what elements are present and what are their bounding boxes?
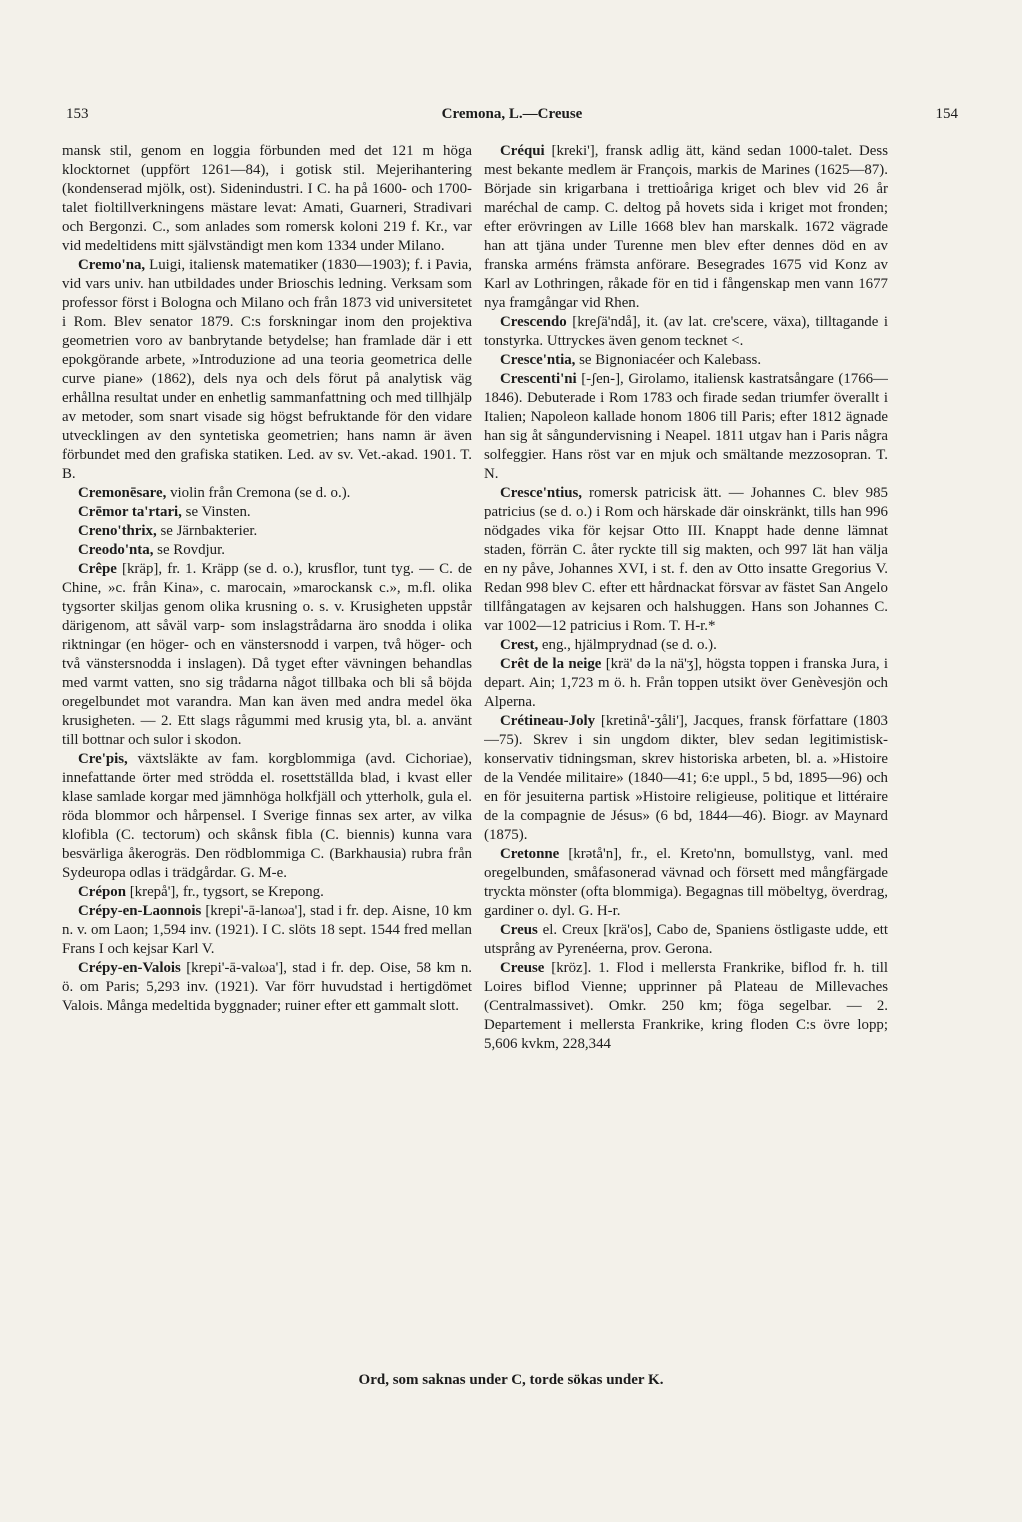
entry-headword: Crépy-en-Laonnois xyxy=(78,903,202,919)
entry-headword: Crescendo xyxy=(500,314,567,330)
entry-headword: Crépy-en-Valois xyxy=(78,960,181,976)
entry-headword: Cresce'ntius, xyxy=(500,485,583,501)
dictionary-entry xyxy=(62,484,472,503)
entry-text: se Vinsten. xyxy=(181,504,251,520)
entry-headword: Cretonne xyxy=(500,846,560,862)
left-column xyxy=(62,142,472,1367)
dictionary-entry xyxy=(62,256,472,484)
entry-headword: Creus xyxy=(500,922,538,938)
entry-text: [kreʃä'ndå], it. (av lat. cre'scere, växa), tilltagande i tonstyrka. Uttryckes även genom tecknet <. xyxy=(484,314,888,349)
dictionary-entry xyxy=(62,142,472,256)
entry-headword: Cre'pis, xyxy=(78,751,128,767)
dictionary-entry xyxy=(62,902,472,959)
entry-text: [kreki'], fransk adlig ätt, känd sedan 1000-talet. Dess mest bekante medlem är François, markis de Marines (1625—87). Började sin krigarbana i trettioåriga kriget och blev vid 26 år maréchal de camp. C. deltog på hovets sida i kriget mot fronden; efter erövringen av Lille 1668 blev han marskalk. 1672 vägrade han att tjäna under Turenne men blev efter dennes död en av franska arméns främsta anförare. Besegrades 1675 vid Konz av Karl av Lothringen, råkade för en tid i fångenskap men vann 1677 nya framgångar vid Rhen. xyxy=(484,143,888,311)
entry-text: [kretinå'-ʒåli'], Jacques, fransk författare (1803—75). Skrev i sin ungdom dikter, blev sedan legitimistisk-konservativ tidningsman, skrev historiska arbeten, bl. a. »Histoire de la Vendée militaire» (1840—41; 6:e uppl., 5 bd, 1895—96) och en för jesuiterna partisk »Histoire religieuse, politique et littéraire de la compagnie de Jésus» (6 bd, 1844—46). Biogr. av Maynard (1875). xyxy=(484,713,888,843)
entry-headword: Crêt de la neige xyxy=(500,656,602,672)
entry-text: [krepi'-ā-valωa'], stad i fr. dep. Oise, 58 km n. ö. om Paris; 5,293 inv. (1921). Var förr huvudstad i hertigdömet Valois. Många medeltida byggnader; ruiner efter ett gammalt slott. xyxy=(62,960,472,1014)
dictionary-entry xyxy=(484,351,888,370)
page-header xyxy=(66,106,958,128)
dictionary-entry xyxy=(484,484,888,636)
dictionary-entry xyxy=(62,750,472,883)
dictionary-entry xyxy=(484,845,888,921)
entry-text: violin från Cremona (se d. o.). xyxy=(166,485,351,501)
entry-text: [krepå'], fr., tygsort, se Krepong. xyxy=(125,884,324,900)
dictionary-entry xyxy=(484,712,888,845)
dictionary-entry xyxy=(484,921,888,959)
entry-text: växtsläkte av fam. korgblommiga (avd. Cichoriae), innefattande örter med strödda el. rosettställda blad, i kvast eller klase samlade korgar med jämnhöga holkfjäll och ytterholk, gula el. röda blommor och hårpensel. I Sverige finnas sex arter, av vilka klofibla (C. tectorum) och skånsk fibla (C. biennis) kunna vara besvärliga åkerogräs. Den rödblommiga C. (Barkhausia) rubra från Sydeuropa odlas i trädgårdar. G. M-e. xyxy=(62,751,472,881)
dictionary-entry xyxy=(484,370,888,484)
dictionary-entry xyxy=(62,883,472,902)
entry-text: [krətå'n], fr., el. Kreto'nn, bomullstyg, vanl. med oregelbunden, småfasonerad vävnad och försett med mångfärgade tryckta mönster (ofta blommiga). Begagnas till möbeltyg, överdrag, gardiner o. dyl. G. H-r. xyxy=(484,846,888,919)
entry-headword: Crêpe xyxy=(78,561,117,577)
entry-text: Luigi, italiensk matematiker (1830—1903); f. i Pavia, vid vars univ. han utbildades under Brioschis ledning. Verksam som professor först i Bologna och Milano och från 1873 vid universitetet i Rom. Blev senator 1879. C:s forskningar inom den projektiva geometrien voro av banbrytande betydelse; han framlade där i ett epokgörande arbete, »Introduzione ad una teoria geometrica delle curve piane» (1862), dels nya och dels förut på analytisk väg erhållna resultat under en enhetlig sammanfattning och med tillhjälp av metoder, som snart visade sig högst befruktande för den vidare utvecklingen av den syntetiska geometrien; hans namn är även förbundet med den grafiska statiken. Led. av sv. Vet.-akad. 1901. T. B. xyxy=(62,257,472,482)
entry-text: el. Creux [krä'os], Cabo de, Spaniens östligaste udde, ett utsprång av Pyrenéerna, prov. Gerona. xyxy=(484,922,888,957)
entry-text: mansk stil, genom en loggia förbunden med det 121 m höga klocktornet (uppfört 1261—84), i gotisk stil. Mejerihantering (kondenserad mjölk, ost). Sidenindustri. I C. ha på 1600- och 1700-talet fioltillverkningens mästare levat: Amati, Guarneri, Stradivari och Bergonzi. C., som anlades som romersk koloni 219 f. Kr., var vid medeltidens mitt självständigt men kom 1334 under Milano. xyxy=(62,143,472,254)
entry-text: [kräp], fr. 1. Kräpp (se d. o.), krusflor, tunt tyg. — C. de Chine, »c. från Kina», c. marocain, »marockansk c.», m.fl. olika tygsorter skiljas genom olika krusning o. s. v. Krusigheten uppstår därigenom, att såväl varp- som inslagstrådarna äro snodda i olika riktningar (en höger- och en vänstersnodd i varpen, två höger- och två vänstersnodda i inslagen). Då tyget efter vävningen behandlas med varmt vatten, sno sig trådarna något tillbaka och bli så böjda oregelbundet mot varandra. Man kan även med andra medel öka krusigheten. — 2. Ett slags rågummi med krusig yta, bl. a. använt till bottnar och sulor i skodon. xyxy=(62,561,472,748)
entry-headword: Creuse xyxy=(500,960,545,976)
entry-text: se Rovdjur. xyxy=(153,542,225,558)
entry-headword: Cresce'ntia, xyxy=(500,352,576,368)
entry-headword: Crétineau-Joly xyxy=(500,713,596,729)
dictionary-entry xyxy=(484,636,888,655)
right-column xyxy=(484,142,888,1367)
running-head: Cremona, L.—Creuse xyxy=(441,106,583,122)
entry-text: se Bignoniacéer och Kalebass. xyxy=(575,352,762,368)
dictionary-entry xyxy=(62,560,472,750)
dictionary-entry xyxy=(484,142,888,313)
entry-headword: Crescenti'ni xyxy=(500,371,577,387)
entry-headword: Créqui xyxy=(500,143,545,159)
dictionary-entry xyxy=(62,541,472,560)
dictionary-entry xyxy=(484,313,888,351)
entry-text: [krepi'-ā-lanωa'], stad i fr. dep. Aisne, 10 km n. v. om Laon; 1,594 inv. (1921). I C. slöts 18 sept. 1544 fred mellan Frans I och kejsar Karl V. xyxy=(62,903,472,957)
entry-text: se Järnbakterier. xyxy=(156,523,258,539)
entry-text: [kröz]. 1. Flod i mellersta Frankrike, biflod fr. h. till Loires biflod Vienne; upprinner på Plateau de Millevaches (Centralmassivet). Omkr. 250 km; föga segelbar. — 2. Departement i mellersta Frankrike, kring floden C:s övre lopp; 5,606 kvkm, 228,344 xyxy=(484,960,888,1052)
entry-headword: Cremo'na, xyxy=(78,257,146,273)
entry-headword: Cremonēsare, xyxy=(78,485,167,501)
dictionary-entry xyxy=(484,655,888,712)
dictionary-entry xyxy=(62,959,472,1016)
entry-headword: Crépon xyxy=(78,884,126,900)
entry-headword: Creodo'nta, xyxy=(78,542,154,558)
entry-headword: Creno'thrix, xyxy=(78,523,157,539)
page-number-left: 153 xyxy=(66,106,89,122)
page-number-right: 154 xyxy=(935,106,958,122)
entry-text: [krä' də la nä'ʒ], högsta toppen i franska Jura, i depart. Ain; 1,723 m ö. h. Från toppen utsikt över Genèvesjön och Alperna. xyxy=(484,656,888,710)
dictionary-entry xyxy=(62,522,472,541)
entry-text: [-ʃen-], Girolamo, italiensk kastratsångare (1766—1846). Debuterade i Rom 1783 och firade sedan triumfer överallt i Italien; Napoleon kallade honom 1806 till Paris; efter 1812 ägnade han sig åt sångundervisning i Neapel. 1811 utgav han i Paris några solfeggier. Hans röst var en mjuk och smältande mezzosopran. T. N. xyxy=(484,371,888,482)
dictionary-entry xyxy=(484,959,888,1054)
entry-text: romersk patricisk ätt. — Johannes C. blev 985 patricius (se d. o.) i Rom och härskade där oinskränkt, tills han 996 nödgades vika för kejsar Otto III. Knappt hade denne lämnat staden, förrän C. åter ryckte till sig makten, och 997 lät han välja en ny påve, Johannes XVI, i st. f. den av Otto insatte Gregorius V. Redan 998 blev C. efter ett hårdnackat försvar av fästet San Angelo tillfångatagen av kejsaren och halshuggen. Hans son Johannes C. var 1002—12 patricius i Rom. T. H-r.* xyxy=(484,485,888,634)
dictionary-entry xyxy=(62,503,472,522)
entry-headword: Crest, xyxy=(500,637,539,653)
entry-text: eng., hjälmprydnad (se d. o.). xyxy=(538,637,717,653)
footer-note: Ord, som saknas under C, torde sökas under K. xyxy=(358,1372,664,1388)
entry-headword: Crēmor ta'rtari, xyxy=(78,504,182,520)
